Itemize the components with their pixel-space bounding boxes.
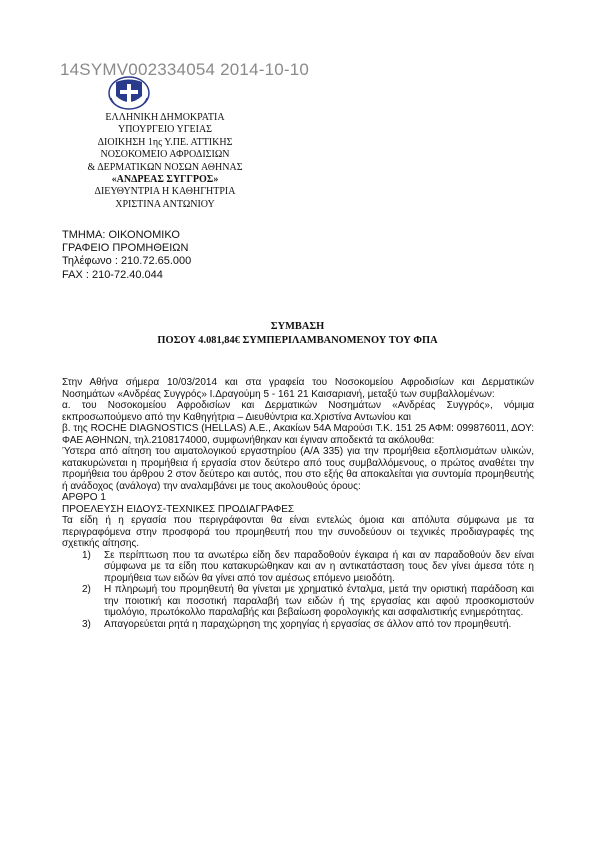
terms-paragraph: Ύστερα από αίτηση του αιματολογικού εργαστηρίου (Α/Α 335) για την προμήθεια εξοπλισμάτων υλικών, κατακυρώνεται η προμήθεια ή εργασία στον δεύτερο από τους συμβαλλόμενους, ο πρώτος αναθέτει την προμήθεια του άρθρου 2 στον δεύτερο και αυτός, που στο εξής θα αποκαλείται για συντομία προμηθευτής ή ανάδοχος (ανάλογα) την αναλαμβάνει με τους ακολουθούς όρους:: [62, 446, 534, 492]
list-item: [82, 550, 534, 585]
document-stamp: 14SYMV002334054 2014-10-10: [60, 60, 310, 79]
institution-header: [58, 112, 272, 211]
list-item-text: Η πληρωμή του προμηθευτή θα γίνεται με χρηματικό ένταλμα, μετά την οριστική παράδοση και την ποιοτική και ποσοτική παραλαβή των ειδών ή της εργασίας και αφού προσκομιστούν τιμολόγιο, πρωτόκολλο παραλαβής και βεβαίωση φορολογικής και ασφαλιστικής ενημερότητας.: [104, 584, 534, 618]
article-title: ΠΡΟΕΛΕΥΣΗ ΕΙΔΟΥΣ-ΤΕΧΝΙΚΕΣ ΠΡΟΔΙΑΓΡΑΦΕΣ: [62, 503, 295, 515]
header-line: & ΔΕΡΜΑΤΙΚΩΝ ΝΟΣΩΝ ΑΘΗΝΑΣ: [87, 161, 243, 173]
list-item: [82, 619, 534, 631]
party-a-paragraph: α. του Νοσοκομείου Αφροδισίων και Δερματικών Νοσημάτων «Ανδρέας Συγγρός», νόμιμα εκπροσωπούμενο από την Καθηγήτρια – Διευθύντρια κα.Χριστίνα Αντωνίου και: [62, 400, 534, 423]
article-heading: ΑΡΘΡΟ 1: [62, 492, 106, 503]
department-name: ΤΜΗΜΑ: ΟΙΚΟΝΟΜΙΚΟ: [62, 229, 180, 241]
header-line: ΥΠΟΥΡΓΕΙΟ ΥΓΕΙΑΣ: [117, 124, 212, 136]
list-item-text: Απαγορεύεται ρητά η παραχώρηση της χορηγίας ή εργασίας σε άλλον από τον προμηθευτή.: [104, 618, 512, 630]
header-line: ΝΟΣΟΚΟΜΕΙΟ ΑΦΡΟΔΙΣΙΩΝ: [100, 149, 230, 161]
list-item-text: Σε περίπτωση που τα ανωτέρω είδη δεν παραδοθούν έγκαιρα ή και αν παραδοθούν δεν είναι σύμφωνα με τα είδη που κατακυρώθηκαν και αν η αντικατάσταση τους δεν γίνει άμεσα τότε η προμήθεια των ειδών θα γίνει από τον αμέσως επόμενο μειοδότη.: [104, 549, 534, 584]
department-info: [62, 229, 191, 282]
header-line: ΔΙΟΙΚΗΣΗ 1ης Υ.ΠΕ. ΑΤΤΙΚΗΣ: [97, 136, 233, 148]
contract-amount: ΠΟΣΟΥ 4.081,84€ ΣΥΜΠΕΡΙΛΑΜΒΑΝΟΜΕΝΟΥ ΤΟΥ ΦΠΑ: [157, 335, 438, 346]
party-b-paragraph: β. της ROCHE DIAGNOSTICS (HELLAS) Α.Ε., Ακακίων 54Α Μαρούσι Τ.Κ. 151 25 ΑΦΜ: 099876011, ΔΟΥ: ΦΑΕ ΑΘΗΝΩΝ, τηλ.2108174000, συμφωνήθηκαν και έγιναν αποδεκτά τα ακόλουθα:: [62, 423, 534, 446]
list-item-number: 2): [82, 584, 91, 595]
fax-line: FAX : 210-72.40.044: [62, 268, 163, 281]
phone-line: Τηλέφωνο : 210.72.65.000: [62, 255, 192, 268]
contract-title: ΣΥΜΒΑΣΗ: [270, 321, 325, 332]
header-line: ΧΡΙΣΤΙΝΑ ΑΝΤΩΝΙΟΥ: [115, 198, 215, 210]
intro-paragraph: Στην Αθήνα σήμερα 10/03/2014 και στα γραφεία του Νοσοκομείου Αφροδισίων και Δερματικών Νοσημάτων «Ανδρέας Συγγρός» Ι.Δραγούμη 5 - 161 21 Καισαριανή, μεταξύ των συμβαλλομένων:: [62, 377, 534, 400]
office-name: ΓΡΑΦΕΙΟ ΠΡΟΜΗΘΕΙΩΝ: [62, 242, 189, 255]
header-line: ΔΙΕΥΘΥΝΤΡΙΑ Η ΚΑΘΗΓΗΤΡΙΑ: [94, 186, 236, 198]
specs-paragraph: Τα είδη ή η εργασία που περιγράφονται θα είναι εντελώς όμοια και απόλυτα σύμφωνα με τα περιγραφόμενα στην προσφορά του προμηθευτή που την συνοδεύουν οι τεχνικές προδιαγραφές της σχετικής αίτησης.: [62, 515, 534, 549]
terms-list: [62, 550, 534, 631]
list-item-number: 3): [82, 618, 91, 630]
list-item-number: 1): [82, 549, 91, 561]
list-item: [82, 584, 534, 619]
header-line: «ΑΝΔΡΕΑΣ ΣΥΓΓΡΟΣ»: [111, 174, 219, 186]
header-line: ΕΛΛΗΝΙΚΗ ΔΗΜΟΚΡΑΤΙΑ: [105, 112, 225, 123]
contract-body: [62, 377, 534, 630]
greek-coat-of-arms-icon: [108, 76, 150, 110]
